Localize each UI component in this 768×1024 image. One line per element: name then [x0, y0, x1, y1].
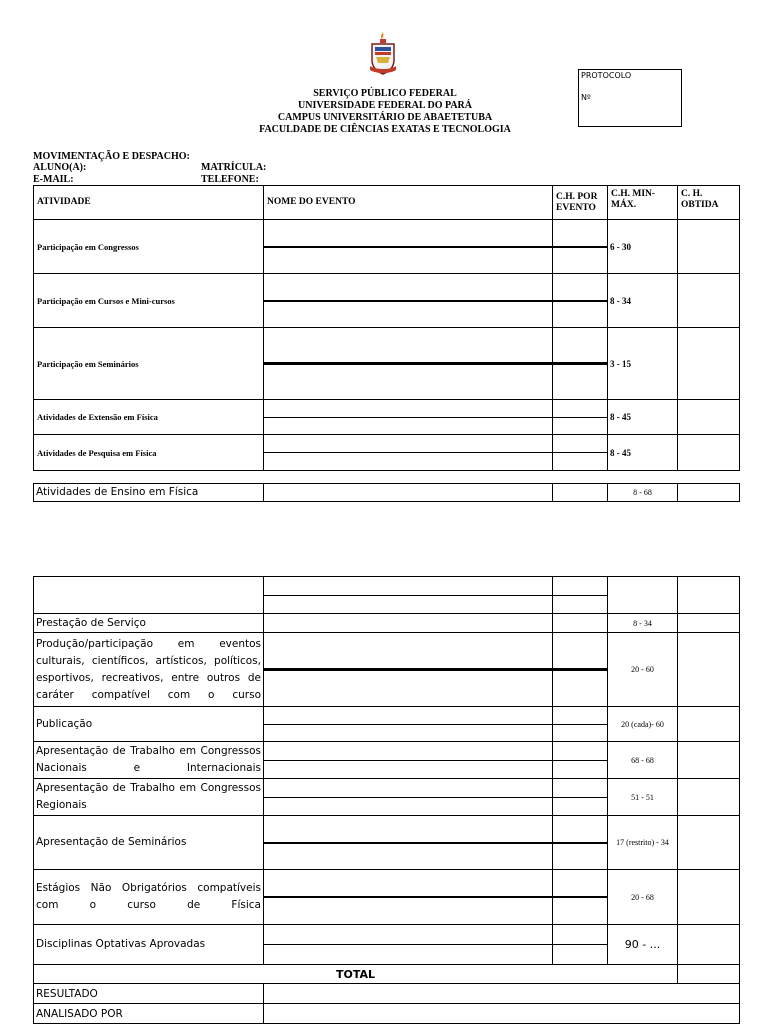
activity-label: Apresentação de Trabalho em Congressos Regionais	[34, 779, 264, 816]
ch-range: 20 - 68	[608, 870, 678, 925]
ch-range: 6 - 30	[608, 220, 678, 274]
event-name-cell[interactable]	[264, 925, 553, 965]
table-row	[34, 633, 740, 707]
activity-label: Prestação de Serviço	[34, 614, 264, 633]
ch-range: 8 - 34	[608, 614, 678, 633]
table-row	[34, 707, 740, 742]
ch-obtida-cell[interactable]	[678, 870, 740, 925]
ch-obtida-cell[interactable]	[678, 400, 740, 435]
event-name-cell[interactable]	[264, 274, 553, 328]
ch-per-event-cell[interactable]	[553, 220, 608, 274]
ch-per-event-cell[interactable]	[553, 742, 608, 779]
event-name-cell[interactable]	[264, 870, 553, 925]
activity-label: Apresentação de Trabalho em Congressos Nacionais e Internacionais	[34, 742, 264, 779]
ch-range: 3 - 15	[608, 328, 678, 400]
ch-range: 90 - ...	[608, 925, 678, 965]
matricula-label: MATRÍCULA:	[201, 162, 267, 173]
event-name-cell[interactable]	[264, 707, 553, 742]
ch-per-event-cell[interactable]	[553, 400, 608, 435]
table-row	[34, 328, 740, 400]
ch-range: 8 - 68	[608, 484, 678, 502]
table-row	[34, 870, 740, 925]
ch-range: 8 - 34	[608, 274, 678, 328]
ch-obtida-cell[interactable]	[678, 484, 740, 502]
aluno-label: ALUNO(A):	[33, 162, 87, 173]
ch-range: 68 - 68	[608, 742, 678, 779]
ch-per-event-cell[interactable]	[553, 577, 608, 614]
institution-header	[240, 88, 530, 136]
ch-per-event-cell[interactable]	[553, 870, 608, 925]
ch-per-event-cell[interactable]	[553, 328, 608, 400]
ch-per-event-cell[interactable]	[553, 779, 608, 816]
university-emblem-logo	[366, 30, 400, 76]
table-row	[34, 435, 740, 471]
ch-obtida-cell[interactable]	[678, 779, 740, 816]
activity-label: Participação em Cursos e Mini-cursos	[34, 274, 264, 328]
event-name-cell[interactable]	[264, 633, 553, 707]
ch-obtida-cell[interactable]	[678, 707, 740, 742]
resultado-value-cell[interactable]	[264, 984, 740, 1004]
header-ch-min-max: C.H. MIN-MÁX.	[608, 186, 678, 220]
analisado-value-cell[interactable]	[264, 1004, 740, 1024]
ch-range: 51 - 51	[608, 779, 678, 816]
table-row	[34, 400, 740, 435]
ch-range	[608, 577, 678, 614]
event-name-cell[interactable]	[264, 328, 553, 400]
activity-label: Atividades de Extensão em Física	[34, 400, 264, 435]
activity-label: Participação em Congressos	[34, 220, 264, 274]
ch-obtida-cell[interactable]	[678, 742, 740, 779]
movimentacao-label: MOVIMENTAÇÃO E DESPACHO:	[33, 151, 190, 162]
table-header-row	[34, 186, 740, 220]
ch-per-event-cell[interactable]	[553, 484, 608, 502]
ch-range: 8 - 45	[608, 435, 678, 471]
ch-per-event-cell[interactable]	[553, 707, 608, 742]
table-row	[34, 274, 740, 328]
ch-range: 17 (restrito) - 34	[608, 816, 678, 870]
ch-obtida-cell[interactable]	[678, 633, 740, 707]
table-row	[34, 614, 740, 633]
header-line-4: FACULDADE DE CIÊNCIAS EXATAS E TECNOLOGIA	[259, 124, 511, 135]
activity-label: Apresentação de Seminários	[34, 816, 264, 870]
header-line-3: CAMPUS UNIVERSITÁRIO DE ABAETETUBA	[277, 112, 493, 123]
ch-per-event-cell[interactable]	[553, 435, 608, 471]
activity-label: Estágios Não Obrigatórios compatíveis com o curso de Física	[34, 870, 264, 925]
event-name-cell[interactable]	[264, 779, 553, 816]
activity-label: Participação em Seminários	[34, 328, 264, 400]
event-name-cell[interactable]	[264, 816, 553, 870]
ch-range: 20 - 60	[608, 633, 678, 707]
activities-table-1	[33, 185, 740, 471]
analisado-row	[34, 1004, 740, 1024]
event-name-cell[interactable]	[264, 400, 553, 435]
table-row	[34, 925, 740, 965]
table-row	[34, 742, 740, 779]
activities-table-2	[33, 483, 740, 502]
activity-label: Disciplinas Optativas Aprovadas	[34, 925, 264, 965]
protocolo-number-label: Nº	[581, 93, 591, 102]
table-row	[34, 220, 740, 274]
ch-obtida-cell[interactable]	[678, 220, 740, 274]
total-value-cell[interactable]	[678, 965, 740, 984]
event-name-cell[interactable]	[264, 577, 553, 614]
ch-obtida-cell[interactable]	[678, 816, 740, 870]
activity-label	[34, 577, 264, 614]
header-nome-evento: NOME DO EVENTO	[264, 186, 553, 220]
ch-per-event-cell[interactable]	[553, 816, 608, 870]
header-line-1: SERVIÇO PÚBLICO FEDERAL	[313, 88, 457, 99]
analisado-label: ANALISADO POR	[34, 1004, 264, 1024]
ch-obtida-cell[interactable]	[678, 435, 740, 471]
activities-table-3	[33, 576, 740, 1024]
table-row	[34, 779, 740, 816]
resultado-row	[34, 984, 740, 1004]
header-line-2: UNIVERSIDADE FEDERAL DO PARÁ	[298, 100, 472, 111]
ch-range: 20 (cada)- 60	[608, 707, 678, 742]
ch-obtida-cell[interactable]	[678, 274, 740, 328]
table-row	[34, 816, 740, 870]
email-label: E-MAIL:	[33, 174, 74, 185]
telefone-label: TELEFONE:	[201, 174, 259, 185]
header-ch-por-evento: C.H. POR EVENTO	[553, 186, 608, 220]
header-atividade: ATIVIDADE	[34, 186, 264, 220]
total-label: TOTAL	[34, 965, 678, 984]
ch-range: 8 - 45	[608, 400, 678, 435]
ch-obtida-cell[interactable]	[678, 614, 740, 633]
ch-obtida-cell[interactable]	[678, 328, 740, 400]
ch-per-event-cell[interactable]	[553, 274, 608, 328]
ch-per-event-cell[interactable]	[553, 925, 608, 965]
event-name-cell[interactable]	[264, 742, 553, 779]
event-name-cell[interactable]	[264, 484, 553, 502]
ch-per-event-cell[interactable]	[553, 614, 608, 633]
event-name-cell[interactable]	[264, 220, 553, 274]
table-row	[34, 577, 740, 614]
event-name-cell[interactable]	[264, 435, 553, 471]
protocolo-box[interactable]	[578, 69, 682, 127]
table-row	[34, 484, 740, 502]
activity-label: Produção/participação em eventos culturais, científicos, artísticos, políticos, esportivos, recreativos, entre outros de caráter compatível com o curso	[34, 633, 264, 707]
ch-obtida-cell[interactable]	[678, 925, 740, 965]
activity-label: Atividades de Pesquisa em Física	[34, 435, 264, 471]
header-ch-obtida: C. H. OBTIDA	[678, 186, 740, 220]
total-row	[34, 965, 740, 984]
protocolo-label: PROTOCOLO	[581, 71, 632, 80]
ch-per-event-cell[interactable]	[553, 633, 608, 707]
ch-obtida-cell[interactable]	[678, 577, 740, 614]
activity-label: Publicação	[34, 707, 264, 742]
activity-label: Atividades de Ensino em Física	[34, 484, 264, 502]
event-name-cell[interactable]	[264, 614, 553, 633]
resultado-label: RESULTADO	[34, 984, 264, 1004]
